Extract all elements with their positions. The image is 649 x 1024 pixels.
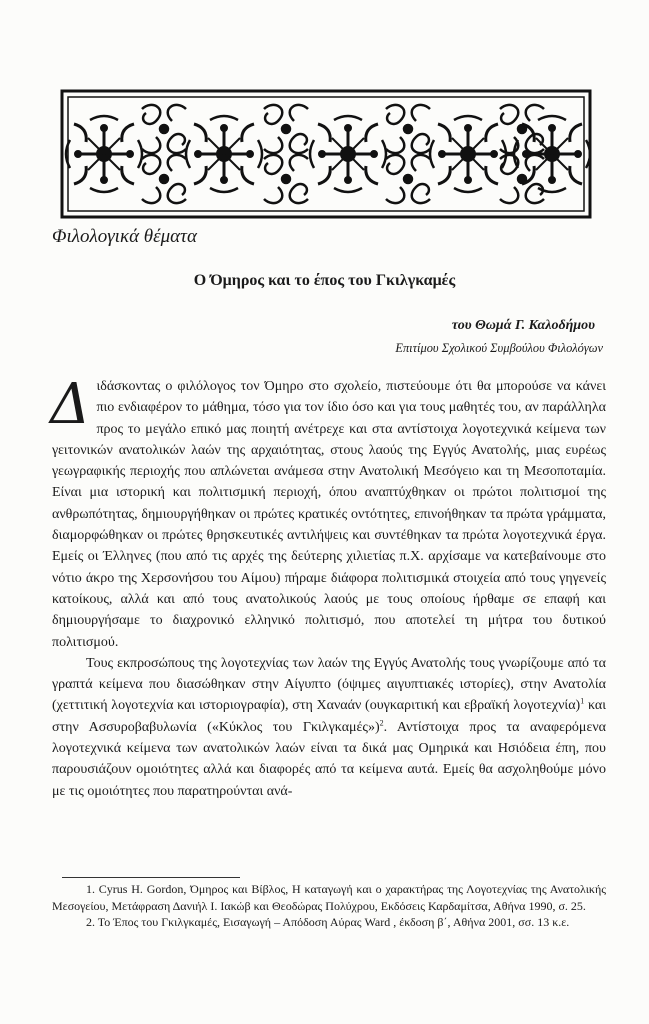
footnotes bbox=[52, 881, 606, 931]
author-affiliation: Επιτίμου Σχολικού Συμβούλου Φιλολόγων bbox=[395, 341, 603, 355]
article-body bbox=[50, 372, 606, 802]
paragraph-2-text-b: και στην Ασσυροβαβυλωνία («Κύκλος του Γκιλγκαμές») bbox=[52, 698, 606, 735]
article-title: Ο Όμηρος και το έπος του Γκιλγκαμές bbox=[193, 272, 456, 289]
paragraph-1-text: ιδάσκοντας ο φιλόλογος τον Όμηρο στο σχολείο, πιστεύουμε ότι θα μπορούσε να κάνει πιο ενδιαφέρον το μάθημα, τόσο για τον ίδιο όσο και για τους μαθητές του, αν παράλληλα προς το μεγάλο επικό μας ποιητή ανέτρεχε και στα αντίστοιχα λογοτεχνικά κείμενα των γειτονικών ανατολικών λαών της αρχαιότητας, στους λαούς της Εγγύς Ανατολής, μιας ευρέως γεωγραφικής περιοχής που απλώνεται ανάμεσα στην Ανατολική Μεσόγειο και τη Μεσοποταμία. Είναι μια ιστορική και πολιτισμική περιοχή, όπου αναπτύχθηκαν οι πρώτοι πολιτισμοί της ανθρωπότητας, δημιουργήθηκαν οι πρώτες κρατικές οντότητες, επινοήθηκαν τα πρώτα γράμματα, διαμορφώθηκαν οι πρώτες θρησκευτικές αντιλήψεις και συντέθηκαν τα πρώτα λογοτεχνικά έργα. Εμείς οι Έλληνες (που από τις αρχές της δεύτερης χιλιετίας π.Χ. αρχίσαμε να κατεβαίνουμε στο νότιο άκρο της Χερσονήσου του Αίμου) πήραμε διάφορα πολιτισμικά στοιχεία από τους γηγενείς κατοίκους, αλλά και από τους ανατολικούς λαούς με τους οποίους ήρθαμε σε επαφή και δημιουργήσαμε το διαχρονικό ελληνικό πολιτισμό, που αποτελεί τη μήτρα του δυτικού πολιτισμού. bbox=[52, 379, 606, 650]
paragraph-1 bbox=[50, 372, 606, 653]
paragraph-2 bbox=[52, 653, 606, 802]
drop-cap: Δ bbox=[50, 372, 91, 437]
footnote-divider bbox=[62, 877, 240, 878]
footnote-2: 2. Το Έπος του Γκιλγκαμές, Εισαγωγή – Απόδοση Αύρας Ward , έκδοση β΄, Αθήνα 2001, σσ. 13 κ.ε. bbox=[86, 915, 570, 929]
decorative-ornament-band bbox=[60, 89, 592, 219]
paragraph-2-text-a: Τους εκπροσώπους της λογοτεχνίας των λαών της Εγγύς Ανατολής τους γνωρίζουμε από τα γραπτά κείμενα που διασώθηκαν στην Αίγυπτο (όψιμες αιγυπτιακές ιστορίες), στην Ανατολία (χεττιτική λογοτεχνία και ιστοριογραφία), στη Χαναάν (ουγκαριτική και εβραϊκή λογοτεχνία) bbox=[52, 655, 606, 714]
footnote-1: 1. Cyrus H. Gordon, Όμηρος και Βίβλος, Η καταγωγή και ο χαρακτήρας της Λογοτεχνίας της Ανατολικής Μεσογείου, Μετάφραση Δανιήλ Ι. Ιακώβ και Θεοδώρας Πολύχρου, Εκδόσεις Καρδαμίτσα, Αθήνα 1990, σ. 25. bbox=[52, 882, 606, 913]
footnote-ref-1: 1 bbox=[580, 696, 585, 706]
footnote-ref-2: 2 bbox=[379, 718, 384, 728]
author-name: του Θωμά Γ. Καλοδήμου bbox=[451, 318, 595, 333]
section-label: Φιλολογικά θέματα bbox=[52, 226, 197, 247]
paragraph-2-text-c: . Αντίστοιχα προς τα αναφερόμενα λογοτεχνικά κείμενα των ανατολικών λαών είναι τα δικά μας Ομηρικά και Ησιόδεια έπη, που παρουσιάζουν ομοιότητες αλλά και διαφορές από τα κείμενα αυτά. Εμείς θα ασχοληθούμε μόνο με τις ομοιότητες που παρατηρούνται ανά- bbox=[52, 719, 606, 799]
